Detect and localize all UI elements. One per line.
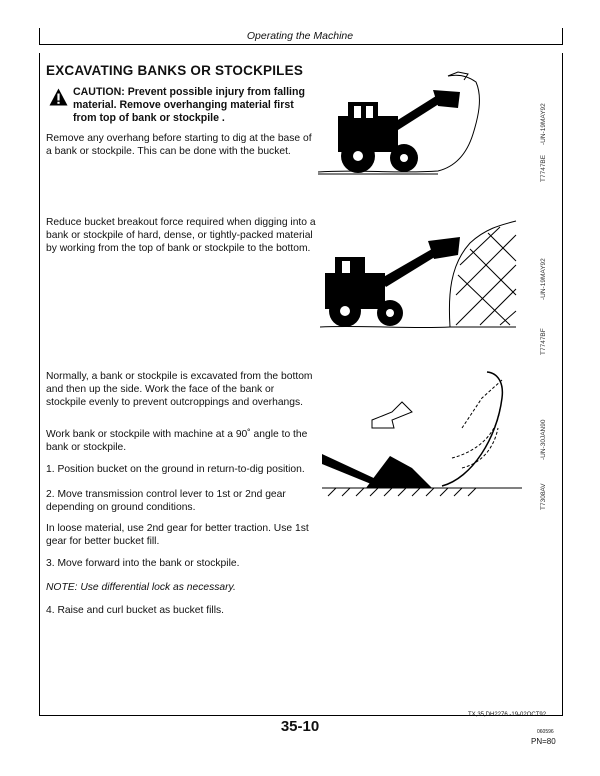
note-differential-lock: NOTE: Use differential lock as necessary. [46,582,236,593]
step-1: 1. Position bucket on the ground in return-to-dig position. [46,464,305,475]
paragraph-excavate-order: Normally, a bank or stockpile is excavated from the bottom and then up the side. Work the face of the bank or stockpile evenly to prevent outcroppings and overhangs. [46,371,313,408]
figure-3-code: T7308AV [540,483,547,510]
document-reference: TX,35,DH2276 -19-02OCT92 [468,712,547,718]
running-header: Operating the Machine [246,30,354,42]
paragraph-gear-tip: In loose material, use 2nd gear for better traction. Use 1st gear for better bucket fill. [46,523,309,547]
figure-2-code: T7747BF [540,328,547,355]
figure-remove-overhang [318,68,498,180]
figure-1-date: -UN-19MAY92 [540,103,547,145]
section-heading: EXCAVATING BANKS OR STOCKPILES [46,63,304,78]
paragraph-angle: Work bank or stockpile with machine at a 90˚ angle to the bank or stockpile. [46,429,308,453]
figure-top-down [320,215,520,335]
figure-bucket-return-to-dig [322,368,526,498]
step-2: 2. Move transmission control lever to 1st or 2nd gear depending on ground conditions. [46,489,286,513]
step-4: 4. Raise and curl bucket as bucket fills. [46,605,224,616]
figure-2-date: -UN-19MAY92 [540,258,547,300]
caution-text: CAUTION: Prevent possible injury from falling material. Remove overhanging material first from top of bank or stockpile . [73,86,305,124]
paragraph-breakout-force: Reduce bucket breakout force required when digging into a bank or stockpile of hard, dense, or tightly-packed material by working from the top of bank or stockpile to the bottom. [46,217,316,254]
figure-1-code: T7747BE [540,154,547,182]
step-3: 3. Move forward into the bank or stockpile. [46,558,240,569]
pn-number: PN=80 [531,737,556,746]
page-number: 35-10 [280,718,320,735]
paragraph-remove-overhang: Remove any overhang before starting to dig at the base of a bank or stockpile. This can be done with the bucket. [46,133,312,157]
warning-icon [49,88,68,106]
print-code: 060596 [537,729,554,735]
figure-3-date: -UN-30JAN90 [540,419,547,460]
